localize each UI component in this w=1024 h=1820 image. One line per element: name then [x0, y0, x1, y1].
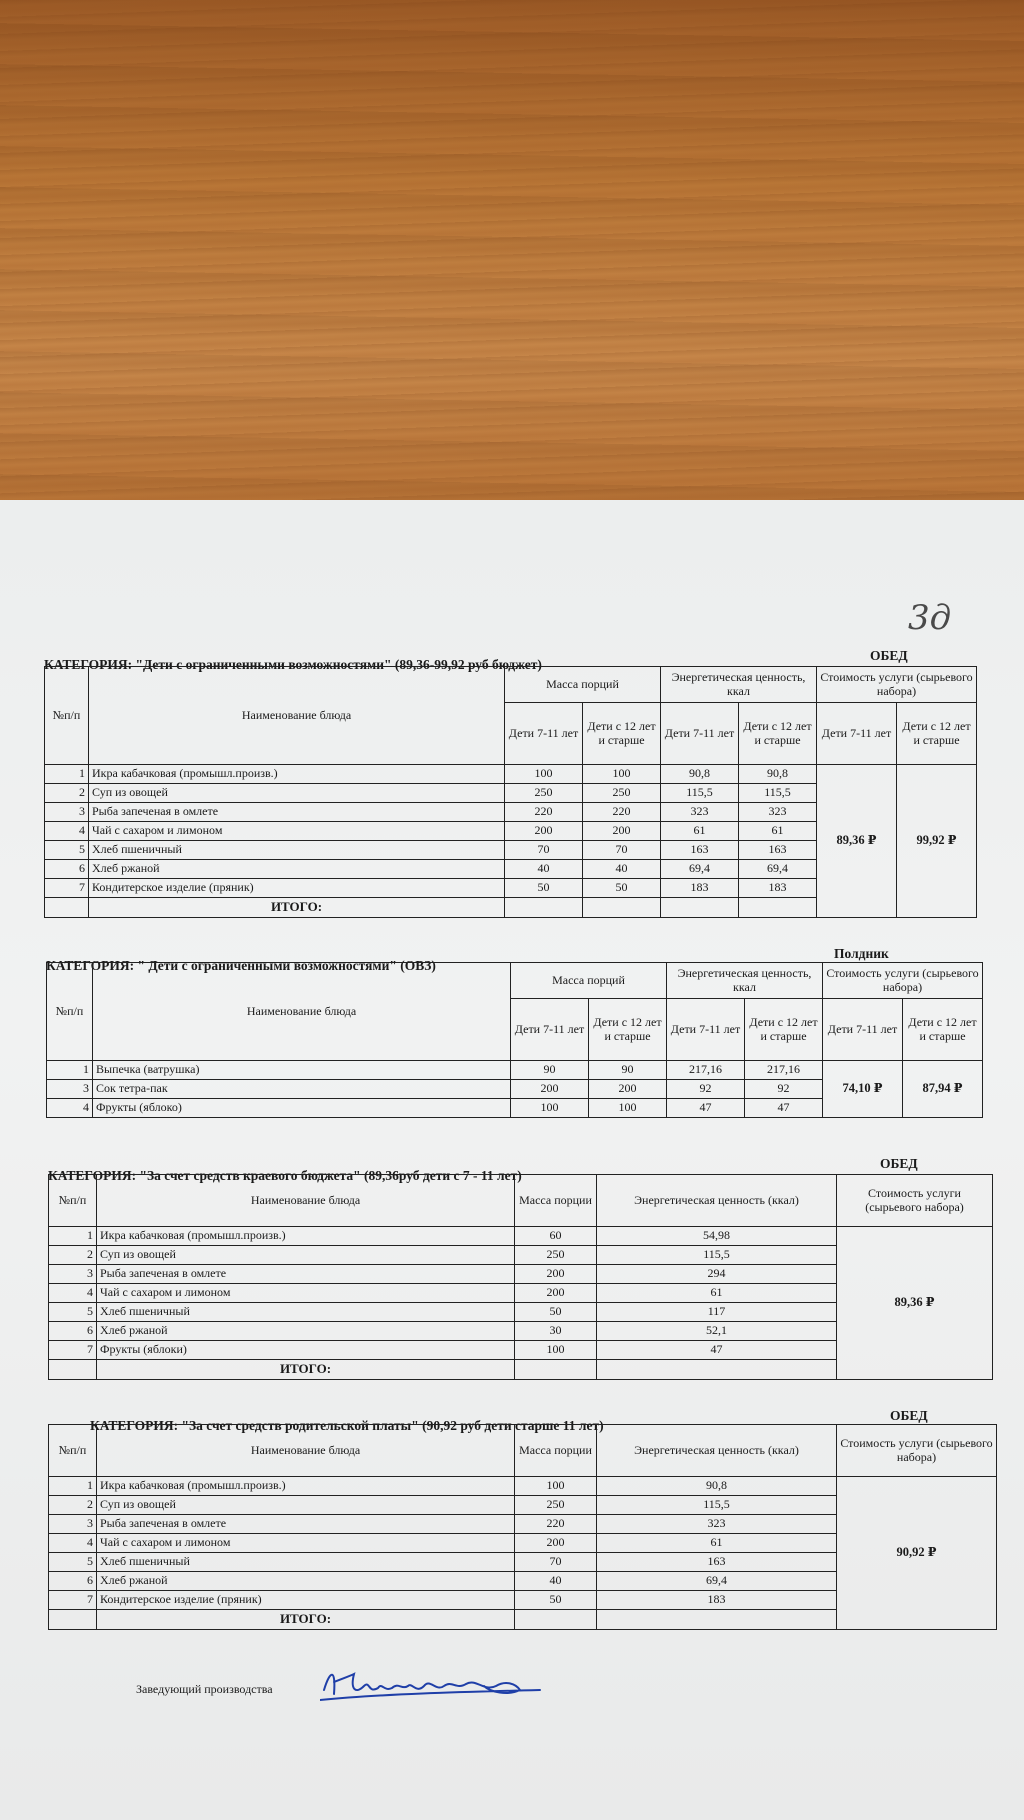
header-energy: Энергетическая ценность (ккал)	[597, 1175, 837, 1227]
dish-name: Хлеб пшеничный	[97, 1553, 515, 1572]
mass-young: 220	[505, 803, 583, 822]
mass: 50	[515, 1591, 597, 1610]
dish-name: Выпечка (ватрушка)	[93, 1061, 511, 1080]
row-num: 1	[49, 1227, 97, 1246]
dish-name: Кондитерское изделие (пряник)	[97, 1591, 515, 1610]
mass-old: 220	[583, 803, 661, 822]
energy-young: 92	[667, 1080, 745, 1099]
section-2-meal: Полдник	[834, 946, 889, 961]
dish-name: Хлеб ржаной	[97, 1322, 515, 1341]
dish-name: Хлеб ржаной	[89, 860, 505, 879]
section-4-meal: ОБЕД	[890, 1408, 928, 1423]
section-4-table	[48, 1424, 997, 1630]
header-dish-name: Наименование блюда	[97, 1425, 515, 1477]
section-1-table	[44, 666, 977, 918]
header-cost: Стоимость услуги (сырьевого набора)	[837, 1175, 993, 1227]
mass: 50	[515, 1303, 597, 1322]
energy-old: 163	[739, 841, 817, 860]
dish-name: Фрукты (яблоко)	[93, 1099, 511, 1118]
dish-name: Икра кабачковая (промышл.произв.)	[89, 765, 505, 784]
handwritten-signature	[320, 1660, 560, 1710]
price: 90,92 ₽	[837, 1477, 997, 1630]
energy-young: 115,5	[661, 784, 739, 803]
row-num: 7	[49, 1341, 97, 1360]
header-old: Дети с 12 лет и старше	[745, 999, 823, 1061]
price-old: 87,94 ₽	[903, 1061, 983, 1118]
mass-old: 100	[583, 765, 661, 784]
dish-name: Чай с сахаром и лимоном	[97, 1534, 515, 1553]
mass: 100	[515, 1341, 597, 1360]
dish-name: Чай с сахаром и лимоном	[89, 822, 505, 841]
price-old: 99,92 ₽	[897, 765, 977, 918]
energy: 117	[597, 1303, 837, 1322]
energy-young: 163	[661, 841, 739, 860]
table-row	[49, 1477, 997, 1496]
mass-young: 50	[505, 879, 583, 898]
dish-name: Икра кабачковая (промышл.произв.)	[97, 1477, 515, 1496]
mass: 40	[515, 1572, 597, 1591]
mass-old: 200	[589, 1080, 667, 1099]
dish-name: Хлеб пшеничный	[89, 841, 505, 860]
mass: 30	[515, 1322, 597, 1341]
energy-old: 183	[739, 879, 817, 898]
header-old: Дети с 12 лет и старше	[903, 999, 983, 1061]
header-old: Дети с 12 лет и старше	[583, 703, 661, 765]
row-num: 2	[45, 784, 89, 803]
energy-old: 69,4	[739, 860, 817, 879]
mass: 250	[515, 1246, 597, 1265]
table-row	[49, 1227, 993, 1246]
row-num: 2	[49, 1496, 97, 1515]
row-num: 3	[49, 1265, 97, 1284]
mass: 70	[515, 1553, 597, 1572]
energy: 61	[597, 1534, 837, 1553]
row-num: 5	[45, 841, 89, 860]
row-num: 4	[47, 1099, 93, 1118]
price-young: 89,36 ₽	[817, 765, 897, 918]
row-num: 4	[45, 822, 89, 841]
total-label: ИТОГО:	[97, 1610, 515, 1630]
row-num: 1	[49, 1477, 97, 1496]
row-num: 7	[45, 879, 89, 898]
row-num: 1	[47, 1061, 93, 1080]
header-num: №п/п	[49, 1425, 97, 1477]
dish-name: Кондитерское изделие (пряник)	[89, 879, 505, 898]
header-mass: Масса порции	[515, 1425, 597, 1477]
mass-young: 100	[505, 765, 583, 784]
header-cost: Стоимость услуги (сырьевого набора)	[837, 1425, 997, 1477]
header-young: Дети 7-11 лет	[505, 703, 583, 765]
row-num: 1	[45, 765, 89, 784]
header-young: Дети 7-11 лет	[667, 999, 745, 1061]
dish-name: Сок тетра-пак	[93, 1080, 511, 1099]
energy-old: 90,8	[739, 765, 817, 784]
energy: 47	[597, 1341, 837, 1360]
header-young: Дети 7-11 лет	[817, 703, 897, 765]
mass: 200	[515, 1534, 597, 1553]
header-old: Дети с 12 лет и старше	[589, 999, 667, 1061]
energy: 90,8	[597, 1477, 837, 1496]
mass-young: 250	[505, 784, 583, 803]
energy-old: 217,16	[745, 1061, 823, 1080]
energy: 54,98	[597, 1227, 837, 1246]
row-num: 6	[49, 1572, 97, 1591]
row-num: 3	[45, 803, 89, 822]
energy-old: 61	[739, 822, 817, 841]
header-young: Дети 7-11 лет	[823, 999, 903, 1061]
section-3-category: КАТЕГОРИЯ: "За счет средств краевого бюджета" (89,36руб дети с 7 - 11 лет)	[48, 1168, 522, 1183]
header-dish-name: Наименование блюда	[97, 1175, 515, 1227]
row-num: 4	[49, 1284, 97, 1303]
dish-name: Чай с сахаром и лимоном	[97, 1284, 515, 1303]
header-num: №п/п	[45, 667, 89, 765]
section-1-category: КАТЕГОРИЯ: "Дети с ограниченными возможностями" (89,36-99,92 руб бюджет)	[44, 657, 542, 672]
section-1-meal: ОБЕД	[870, 648, 908, 663]
total-label: ИТОГО:	[89, 898, 505, 918]
header-dish-name: Наименование блюда	[89, 667, 505, 765]
row-num: 6	[49, 1322, 97, 1341]
header-num: №п/п	[49, 1175, 97, 1227]
header-mass: Масса порций	[511, 963, 667, 999]
price-young: 74,10 ₽	[823, 1061, 903, 1118]
dish-name: Хлеб пшеничный	[97, 1303, 515, 1322]
energy: 163	[597, 1553, 837, 1572]
section-4-category: КАТЕГОРИЯ: "За счет средств родительской платы" (90,92 руб дети старше 11 лет)	[90, 1418, 604, 1433]
energy-young: 47	[667, 1099, 745, 1118]
header-cost: Стоимость услуги (сырьевого набора)	[817, 667, 977, 703]
energy-young: 323	[661, 803, 739, 822]
mass-young: 40	[505, 860, 583, 879]
row-num: 6	[45, 860, 89, 879]
mass-old: 40	[583, 860, 661, 879]
page-mark: 3д	[908, 598, 952, 638]
dish-name: Рыба запеченая в омлете	[97, 1265, 515, 1284]
mass-old: 50	[583, 879, 661, 898]
table-row	[45, 765, 977, 784]
row-num: 7	[49, 1591, 97, 1610]
header-old: Дети с 12 лет и старше	[739, 703, 817, 765]
row-num: 4	[49, 1534, 97, 1553]
energy-young: 90,8	[661, 765, 739, 784]
mass-old: 90	[589, 1061, 667, 1080]
mass-old: 250	[583, 784, 661, 803]
header-old: Дети с 12 лет и старше	[897, 703, 977, 765]
header-young: Дети 7-11 лет	[661, 703, 739, 765]
header-mass: Масса порции	[515, 1175, 597, 1227]
mass-old: 100	[589, 1099, 667, 1118]
energy: 183	[597, 1591, 837, 1610]
mass-old: 200	[583, 822, 661, 841]
row-num: 5	[49, 1553, 97, 1572]
energy: 294	[597, 1265, 837, 1284]
section-3-table	[48, 1174, 993, 1380]
energy: 115,5	[597, 1246, 837, 1265]
energy-old: 47	[745, 1099, 823, 1118]
mass-old: 70	[583, 841, 661, 860]
energy-young: 69,4	[661, 860, 739, 879]
energy: 69,4	[597, 1572, 837, 1591]
section-2-category: КАТЕГОРИЯ: " Дети с ограниченными возможностями" (ОВЗ)	[46, 958, 436, 973]
energy-young: 217,16	[667, 1061, 745, 1080]
mass: 60	[515, 1227, 597, 1246]
total-label: ИТОГО:	[97, 1360, 515, 1380]
table-row	[47, 1061, 983, 1080]
header-mass: Масса порций	[505, 667, 661, 703]
energy-young: 183	[661, 879, 739, 898]
mass-young: 90	[511, 1061, 589, 1080]
energy: 61	[597, 1284, 837, 1303]
dish-name: Фрукты (яблоки)	[97, 1341, 515, 1360]
mass: 220	[515, 1515, 597, 1534]
dish-name: Икра кабачковая (промышл.произв.)	[97, 1227, 515, 1246]
dish-name: Рыба запеченая в омлете	[89, 803, 505, 822]
energy-old: 323	[739, 803, 817, 822]
mass-young: 200	[511, 1080, 589, 1099]
energy-old: 115,5	[739, 784, 817, 803]
dish-name: Суп из овощей	[89, 784, 505, 803]
dish-name: Суп из овощей	[97, 1246, 515, 1265]
header-cost: Стоимость услуги (сырьевого набора)	[823, 963, 983, 999]
header-num: №п/п	[47, 963, 93, 1061]
header-energy: Энергетическая ценность, ккал	[661, 667, 817, 703]
price: 89,36 ₽	[837, 1227, 993, 1380]
row-num: 3	[49, 1515, 97, 1534]
section-2-table	[46, 962, 983, 1118]
row-num: 3	[47, 1080, 93, 1099]
mass: 200	[515, 1284, 597, 1303]
dish-name: Рыба запеченая в омлете	[97, 1515, 515, 1534]
dish-name: Суп из овощей	[97, 1496, 515, 1515]
mass: 250	[515, 1496, 597, 1515]
header-young: Дети 7-11 лет	[511, 999, 589, 1061]
mass-young: 100	[511, 1099, 589, 1118]
signature-label: Заведующий производства	[136, 1682, 273, 1696]
header-energy: Энергетическая ценность (ккал)	[597, 1425, 837, 1477]
mass: 100	[515, 1477, 597, 1496]
row-num: 2	[49, 1246, 97, 1265]
mass-young: 70	[505, 841, 583, 860]
row-num: 5	[49, 1303, 97, 1322]
energy: 52,1	[597, 1322, 837, 1341]
menu-sheet	[0, 500, 1024, 1820]
mass-young: 200	[505, 822, 583, 841]
header-dish-name: Наименование блюда	[93, 963, 511, 1061]
mass: 200	[515, 1265, 597, 1284]
energy-old: 92	[745, 1080, 823, 1099]
section-3-meal: ОБЕД	[880, 1156, 918, 1171]
energy: 323	[597, 1515, 837, 1534]
wooden-desk-background	[0, 0, 1024, 520]
header-energy: Энергетическая ценность, ккал	[667, 963, 823, 999]
energy: 115,5	[597, 1496, 837, 1515]
energy-young: 61	[661, 822, 739, 841]
dish-name: Хлеб ржаной	[97, 1572, 515, 1591]
